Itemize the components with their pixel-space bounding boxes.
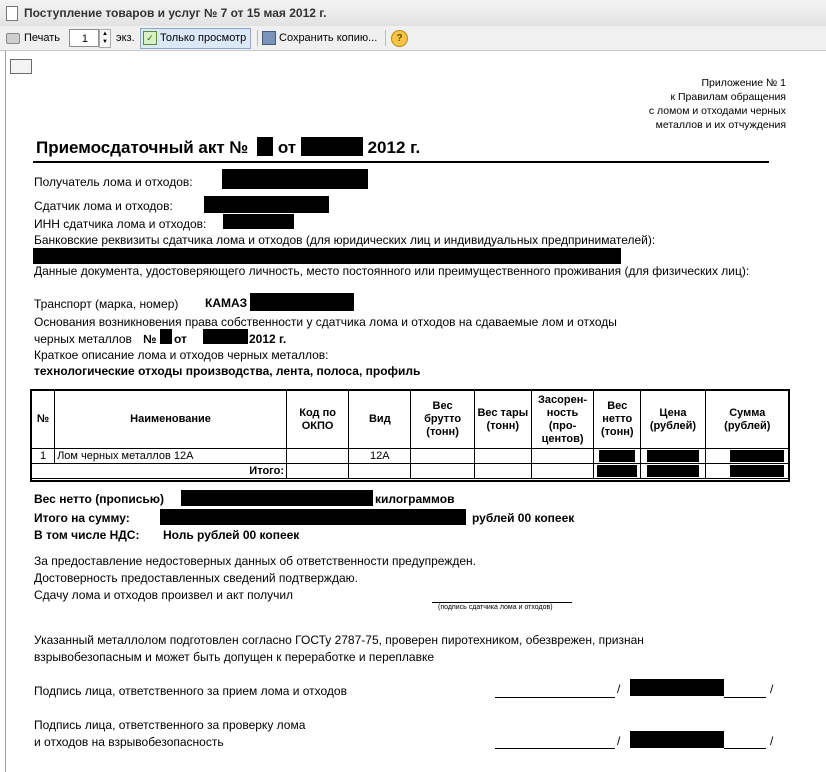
table-total-row: [32, 464, 790, 479]
redaction-bar: [730, 450, 784, 462]
vat-value: Ноль рублей 00 копеек: [163, 528, 300, 542]
total-net-redacted: [594, 464, 641, 479]
act-title: [36, 137, 420, 158]
cell-empty: [286, 464, 348, 479]
window-titlebar: [0, 0, 826, 27]
copies-spinner[interactable]: ▲ ▼: [99, 29, 111, 48]
cell-empty: [349, 464, 411, 479]
checker-signature-line: [495, 748, 615, 749]
net-weight-label: Вес нетто (прописью): [34, 492, 165, 506]
gost-line1: Указанный металлолом подготовлен согласно ГОСТу 2787-75, проверен пиротехником, обезврежен, признан: [34, 633, 644, 647]
ownership-line2-prefix: черных металлов: [34, 332, 132, 346]
slash: /: [617, 682, 621, 696]
view-only-button[interactable]: [140, 28, 251, 49]
supplier-label: Сдатчик лома и отходов:: [34, 199, 173, 213]
toolbar-separator: [257, 30, 258, 46]
redacted-inn: [223, 214, 294, 229]
total-sum-label: Итого на сумму:: [34, 511, 130, 525]
warned-text: За предоставление недостоверных данных об ответственности предупрежден.: [34, 554, 476, 568]
redacted-transport-number: [250, 293, 354, 311]
toolbar-separator: [385, 30, 386, 46]
col-header: Вес брутто (тонн): [411, 391, 474, 449]
handover-text: Сдачу лома и отходов произвел и акт получил: [34, 588, 294, 602]
cell-num: 1: [32, 449, 55, 464]
col-header: Вид: [349, 391, 411, 449]
col-header: Код по ОКПО: [286, 391, 348, 449]
id-doc-label: Данные документа, удостоверяющего личность, место постоянного или преимущественного проживания (для физических лиц):: [34, 264, 750, 278]
view-only-label: Только просмотр: [160, 32, 247, 44]
slash: /: [770, 734, 774, 748]
title-from: от: [277, 138, 297, 157]
toolbar: [0, 26, 826, 51]
print-button[interactable]: [6, 29, 60, 47]
checker-name-line: [724, 748, 766, 749]
total-sum-redacted: [705, 464, 789, 479]
print-label: Печать: [24, 32, 61, 44]
col-header: Цена (рублей): [641, 391, 705, 449]
redacted-bank-details: [33, 248, 621, 264]
appendix-line: Приложение № 1: [701, 77, 786, 89]
ownership-line1: Основания возникновения права собственности у сдатчика лома и отходов на сдаваемые лом и отходы: [34, 315, 617, 329]
save-copy-label: Сохранить копию...: [279, 32, 378, 44]
appendix-line: с ломом и отходами черных: [648, 105, 786, 117]
copies-field[interactable]: [69, 29, 99, 47]
cell-empty: [411, 464, 474, 479]
help-icon[interactable]: ?: [391, 30, 408, 47]
redacted-recipient: [222, 169, 368, 189]
sign-receiver-label: Подпись лица, ответственного за прием лома и отходов: [34, 684, 347, 698]
slash: /: [770, 682, 774, 696]
sign-check-line2: и отходов на взрывобезопасность: [34, 735, 224, 749]
table-header-row: [32, 391, 790, 449]
window-title: Поступление товаров и услуг № 7 от 15 мая 2012 г.: [24, 6, 327, 20]
signature-caption: (подпись сдатчика лома и отходов): [438, 604, 553, 611]
transport-value: КАМАЗ: [205, 296, 248, 310]
ownership-year: 2012 г.: [249, 332, 287, 346]
col-header: Наименование: [55, 391, 287, 449]
printer-icon: [6, 33, 20, 44]
total-price-redacted: [641, 464, 705, 479]
inn-label: ИНН сдатчика лома и отходов:: [34, 217, 207, 231]
goods-table: [31, 390, 790, 479]
copies-input[interactable]: [70, 33, 88, 45]
redacted-supplier: [204, 196, 329, 213]
total-sum-tail: рублей 00 копеек: [472, 511, 575, 525]
redacted-act-number: [257, 137, 273, 156]
document-icon: [6, 6, 18, 21]
page-border: [5, 51, 6, 772]
cell-gross: [411, 449, 474, 464]
col-header: Вес тары (тонн): [474, 391, 531, 449]
total-label: Итого:: [55, 464, 287, 479]
supplier-signature-line: [432, 602, 572, 603]
sign-check-line1: Подпись лица, ответственного за проверку лома: [34, 718, 306, 732]
redacted-receiver-name: [630, 679, 724, 696]
save-copy-button[interactable]: [262, 29, 377, 47]
redacted-total-sum: [160, 509, 466, 525]
title-underline: [33, 161, 769, 163]
appendix-line: к Правилам обращения: [670, 91, 786, 103]
gost-line2: взрывобезопасным и может быть допущен к переработке и переплавке: [34, 650, 435, 664]
transport-label: Транспорт (марка, номер): [34, 297, 179, 311]
recipient-label: Получатель лома и отходов:: [34, 175, 193, 189]
cell-empty: [531, 464, 593, 479]
redacted-act-date: [301, 137, 363, 156]
cell-empty: [32, 464, 55, 479]
cell-empty: [474, 464, 531, 479]
short-desc-value: технологические отходы производства, лента, полоса, профиль: [34, 364, 421, 378]
col-header: Вес нетто (тонн): [594, 391, 641, 449]
cell-name: Лом черных металлов 12А: [55, 449, 287, 464]
document-page: [0, 51, 826, 772]
title-year: 2012 г.: [367, 138, 421, 157]
appendix-note: [649, 76, 786, 132]
redacted-net-weight: [181, 490, 373, 506]
redaction-bar: [647, 465, 698, 477]
slash: /: [617, 734, 621, 748]
ownership-no: №: [143, 332, 157, 346]
col-header: Засорен-ность (про-центов): [531, 391, 593, 449]
redacted-checker-name: [630, 731, 724, 748]
cell-litter: [531, 449, 593, 464]
cell-tare: [474, 449, 531, 464]
appendix-line: металлов и их отчуждения: [655, 119, 786, 131]
bank-label: Банковские реквизиты сдатчика лома и отходов (для юридических лиц и индивидуальных предпринимателей):: [34, 233, 656, 247]
title-prefix: Приемосдаточный акт №: [36, 138, 249, 157]
receiver-name-line: [724, 697, 766, 698]
redaction-bar: [597, 465, 637, 477]
cell-kind: 12А: [349, 449, 411, 464]
sheet-corner-selector[interactable]: [10, 59, 32, 74]
redaction-bar: [599, 450, 635, 462]
redaction-bar: [730, 465, 784, 477]
redacted-ownership-date: [203, 329, 248, 344]
confirm-text: Достоверность предоставленных сведений подтверждаю.: [34, 571, 358, 585]
redacted-ownership-number: [160, 329, 172, 344]
cell-sum-redacted: [705, 449, 789, 464]
cell-net-redacted: [594, 449, 641, 464]
vat-label: В том числе НДС:: [34, 528, 140, 542]
copies-unit: экз.: [116, 32, 135, 44]
cell-price-redacted: [641, 449, 705, 464]
table-row: [32, 449, 790, 464]
checkmark-icon: ✓: [143, 31, 157, 45]
ownership-from: от: [174, 332, 187, 346]
col-header: №: [32, 391, 55, 449]
short-desc-label: Краткое описание лома и отходов черных металлов:: [34, 348, 329, 362]
cell-okpo: [286, 449, 348, 464]
redaction-bar: [647, 450, 698, 462]
receiver-signature-line: [495, 697, 615, 698]
floppy-disk-icon: [262, 31, 276, 45]
col-header: Сумма (рублей): [705, 391, 789, 449]
net-weight-unit: килограммов: [375, 492, 455, 506]
